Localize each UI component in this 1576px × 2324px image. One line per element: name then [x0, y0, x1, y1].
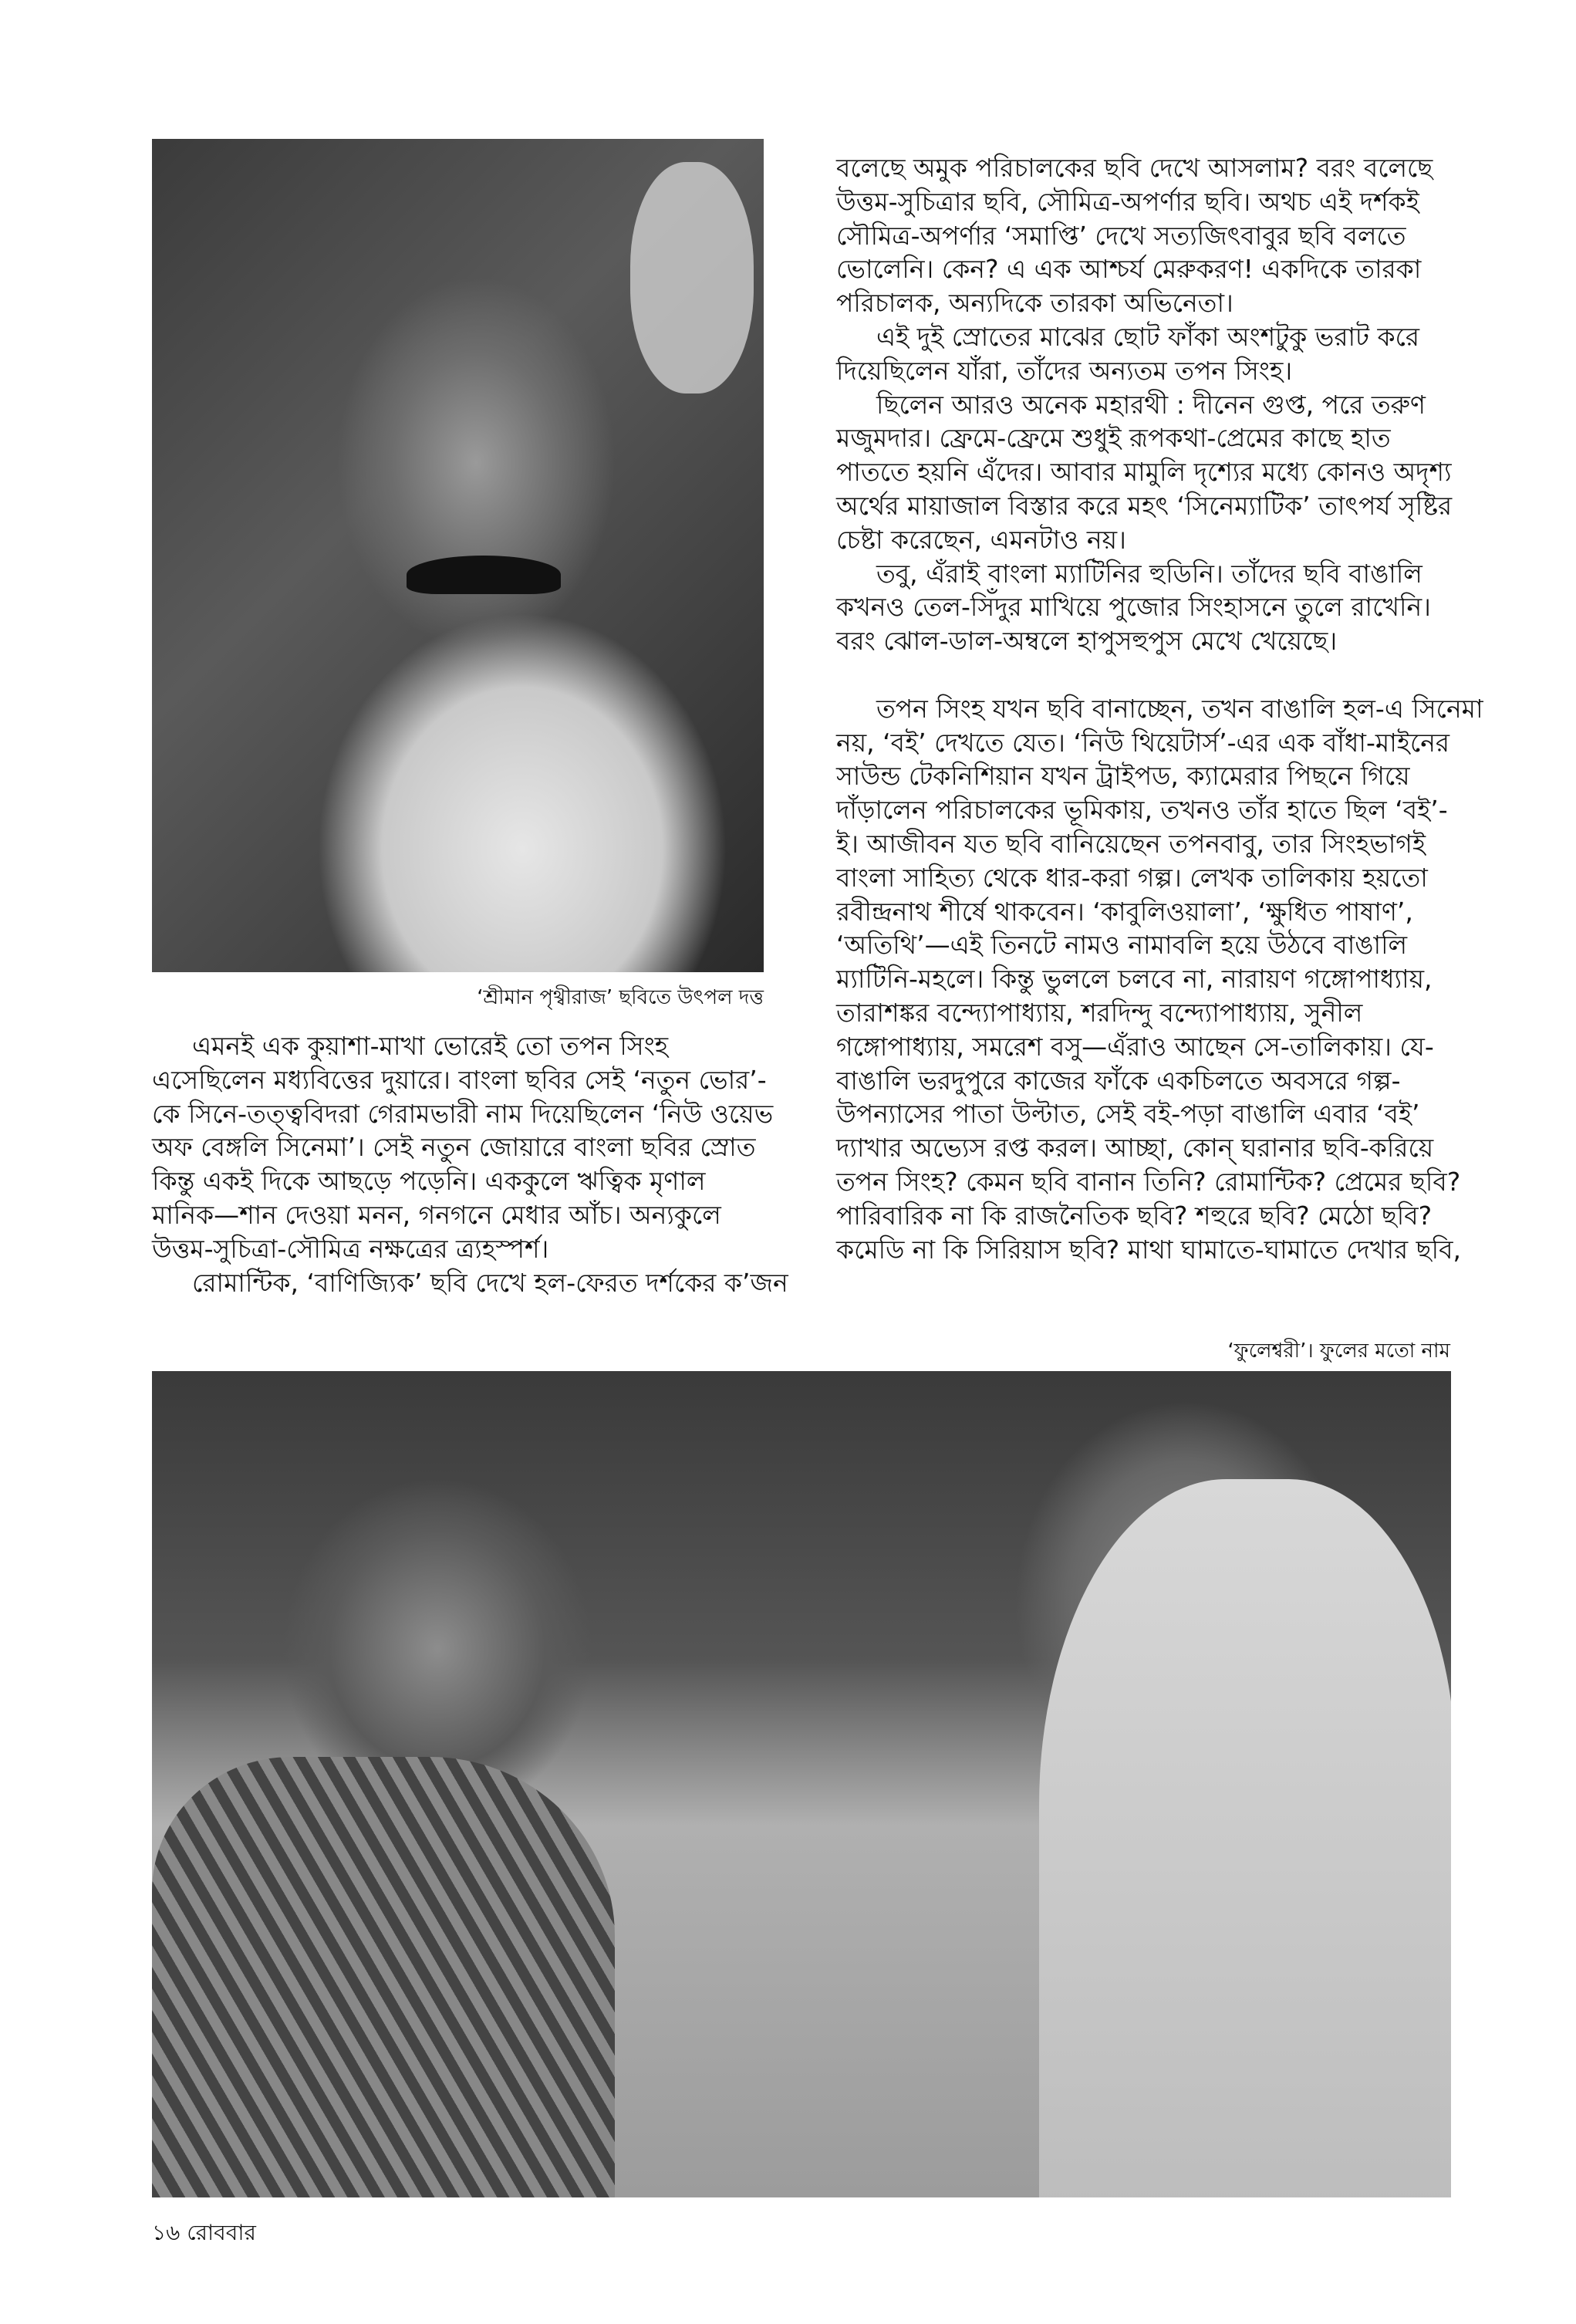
text-line: কখনও তেল-সিঁদুর মাখিয়ে পুজোর সিংহাসনে তুলে রাখেনি।: [836, 592, 1431, 623]
photo-caption-bottom: ‘ফুলেশ্বরী’। ফুলের মতো নাম: [1227, 1339, 1450, 1363]
text-line: ম্যাটিনি-মহলে। কিন্তু ভুললে চলবে না, নারায়ণ গঙ্গোপাধ্যায়,: [836, 964, 1433, 995]
text-line: পারিবারিক না কি রাজনৈতিক ছবি? শহুরে ছবি? মেঠো ছবি?: [836, 1200, 1433, 1231]
text-line: তপন সিংহ? কেমন ছবি বানান তিনি? রোমান্টিক? প্রেমের ছবি?: [836, 1166, 1461, 1197]
text-line: উত্তম-সুচিত্রার ছবি, সৌমিত্র-অপর্ণার ছবি। অথচ এই দর্শকই: [836, 186, 1419, 217]
photo-frame-background: [630, 162, 754, 394]
text-line: এমনই এক কুয়াশা-মাখা ভোরেই তো তপন সিংহ: [192, 1031, 669, 1061]
photo-phuleshwari-still: [152, 1371, 1451, 2197]
text-line: পরিচালক, অন্যদিকে তারকা অভিনেতা।: [836, 288, 1233, 319]
photo-mustache-detail: [407, 556, 561, 594]
text-line: কে সিনে-তত্ত্ববিদরা গেরামভারী নাম দিয়েছিলেন ‘নিউ ওয়েভ: [152, 1098, 774, 1129]
text-line: তবু, এঁরাই বাংলা ম্যাটিনির হুডিনি। তাঁদের ছবি বাঙালি: [876, 558, 1422, 589]
text-line: দ্যাখার অভ্যেস রপ্ত করল। আচ্ছা, কোন্ ঘরানার ছবি-করিয়ে: [836, 1133, 1434, 1164]
photo-sari-detail: [152, 1757, 615, 2197]
text-line: মজুমদার। ফ্রেমে-ফ্রেমে শুধুই রূপকথা-প্রেমের কাছে হাত: [836, 423, 1391, 454]
text-line: নয়, ‘বই’ দেখতে যেত। ‘নিউ থিয়েটার্স’-এর এক বাঁধা-মাইনের: [836, 727, 1450, 758]
text-line: এসেছিলেন মধ্যবিত্তের দুয়ারে। বাংলা ছবির সেই ‘নতুন ভোর’-: [152, 1064, 767, 1095]
photo-utpal-dutt: [152, 139, 764, 972]
text-line: গঙ্গোপাধ্যায়, সমরেশ বসু—এঁরাও আছেন সে-তালিকায়। যে-: [836, 1031, 1434, 1062]
text-line: উত্তম-সুচিত্রা-সৌমিত্র নক্ষত্রের ত্র্যহস্পর্শ।: [152, 1233, 549, 1264]
text-line: বরং ঝোল-ডাল-অম্বলে হাপুসহুপুস মেখে খেয়েছে।: [836, 626, 1338, 657]
text-line: দিয়েছিলেন যাঁরা, তাঁদের অন্যতম তপন সিংহ।: [836, 355, 1293, 386]
page-footer: ১৬ রোববার: [152, 2220, 256, 2245]
photo-shawl-detail: [1039, 1479, 1451, 2197]
article-column-right: [836, 151, 1483, 1266]
text-line: তারাশঙ্কর বন্দ্যোপাধ্যায়, শরদিন্দু বন্দ্যোপাধ্যায়, সুনীল: [836, 997, 1363, 1028]
text-line: পাততে হয়নি এঁদের। আবার মামুলি দৃশ্যের মধ্যে কোনও অদৃশ্য: [836, 457, 1452, 488]
text-line: কমেডি না কি সিরিয়াস ছবি? মাথা ঘামাতে-ঘামাতে দেখার ছবি,: [836, 1234, 1461, 1265]
text-line: অফ বেঙ্গলি সিনেমা’। সেই নতুন জোয়ারে বাংলা ছবির স্রোত: [152, 1132, 756, 1163]
text-line: অর্থের মায়াজাল বিস্তার করে মহৎ ‘সিনেম্যাটিক’ তাৎপর্য সৃষ্টির: [836, 490, 1453, 521]
paragraph-gap: [836, 658, 1457, 692]
text-line: এই দুই স্রোতের মাঝের ছোট ফাঁকা অংশটুকু ভরাট করে: [876, 321, 1420, 352]
text-line: সাউন্ড টেকনিশিয়ান যখন ট্রাইপড, ক্যামেরার পিছনে গিয়ে: [836, 761, 1410, 792]
text-line: বাঙালি ভরদুপুরে কাজের ফাঁকে একচিলতে অবসরে গল্প-: [836, 1065, 1401, 1096]
text-line: বলেছে অমুক পরিচালকের ছবি দেখে আসলাম? বরং বলেছে: [836, 153, 1433, 183]
text-line: সৌমিত্র-অপর্ণার ‘সমাপ্তি’ দেখে সত্যজিৎবাবুর ছবি বলতে: [836, 220, 1406, 251]
text-line: উপন্যাসের পাতা উল্টাত, সেই বই-পড়া বাঙালি এবার ‘বই’: [836, 1099, 1420, 1130]
text-line: রোমান্টিক, ‘বাণিজ্যিক’ ছবি দেখে হল-ফেরত দর্শকের ক’জন: [192, 1267, 788, 1298]
text-line: ই। আজীবন যত ছবি বানিয়েছেন তপনবাবু, তার সিংহভাগই: [836, 828, 1426, 859]
text-line: ভোলেনি। কেন? এ এক আশ্চর্য মেরুকরণ! একদিকে তারকা: [836, 254, 1422, 285]
text-line: বাংলা সাহিত্য থেকে ধার-করা গল্প। লেখক তালিকায় হয়তো: [836, 862, 1428, 893]
article-column-left: [152, 1029, 788, 1299]
text-line: রবীন্দ্রনাথ শীর্ষে থাকবেন। ‘কাবুলিওয়ালা’, ‘ক্ষুধিত পাষাণ’,: [836, 896, 1413, 927]
text-line: দাঁড়ালেন পরিচালকের ভূমিকায়, তখনও তাঁর হাতে ছিল ‘বই’-: [836, 795, 1448, 826]
text-line: ছিলেন আরও অনেক মহারথী : দীনেন গুপ্ত, পরে তরুণ: [876, 389, 1426, 420]
text-line: মানিক—শান দেওয়া মনন, গনগনে মেধার আঁচ। অন্যকুলে: [152, 1199, 721, 1230]
text-line: তপন সিংহ যখন ছবি বানাচ্ছেন, তখন বাঙালি হল-এ সিনেমা: [876, 693, 1483, 724]
photo-caption-top: ‘শ্রীমান পৃথ্বীরাজ’ ছবিতে উৎপল দত্ত: [477, 986, 764, 1009]
text-line: কিন্তু একই দিকে আছড়ে পড়েনি। এককুলে ঋত্বিক মৃণাল: [152, 1166, 706, 1197]
text-line: ‘অতিথি’—এই তিনটে নামও নামাবলি হয়ে উঠবে বাঙালি: [836, 930, 1408, 961]
text-line: চেষ্টা করেছেন, এমনটাও নয়।: [836, 524, 1126, 555]
